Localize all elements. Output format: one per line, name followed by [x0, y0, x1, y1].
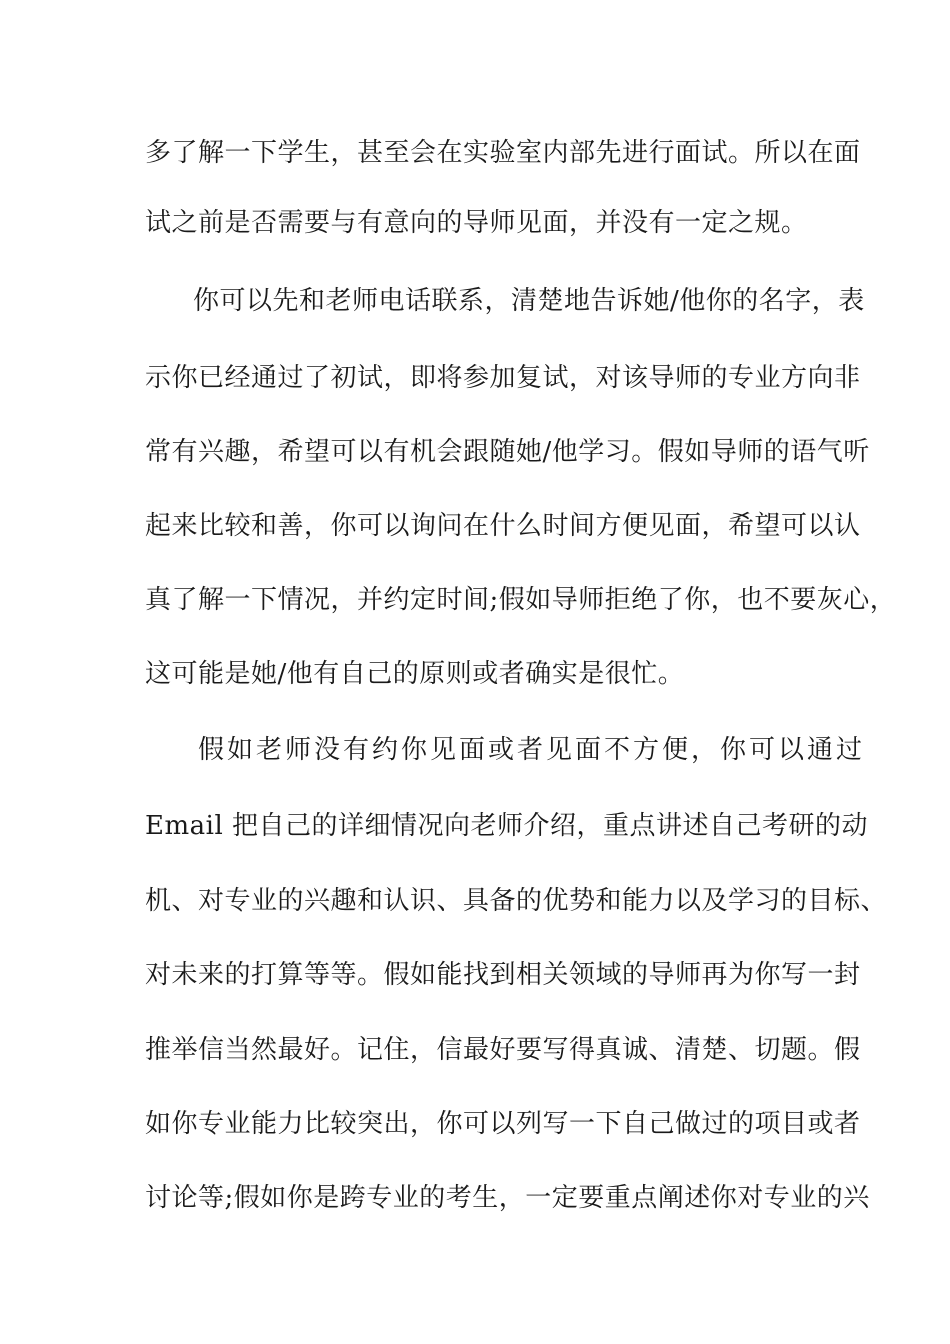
paragraph-line: 真了解一下情况，并约定时间;假如导师拒绝了你，也不要灰心， — [145, 585, 897, 615]
paragraph-line: 起来比较和善，你可以询问在什么时间方便见面，希望可以认 — [145, 511, 861, 541]
paragraph-line: 你可以先和老师电话联系，清楚地告诉她/他你的名字，表 — [193, 286, 865, 316]
paragraph-line: 多了解一下学生，甚至会在实验室内部先进行面试。所以在面 — [145, 138, 861, 168]
paragraph-line: 如你专业能力比较突出，你可以列写一下自己做过的项目或者 — [145, 1109, 861, 1139]
paragraph-line: Email 把自己的详细情况向老师介绍，重点讲述自己考研的动 — [145, 811, 869, 841]
paragraph-line: 这可能是她/他有自己的原则或者确实是很忙。 — [145, 659, 685, 689]
paragraph-line: 假如老师没有约你见面或者见面不方便，你可以通过 — [198, 735, 866, 765]
paragraph-line: 机、对专业的兴趣和认识、具备的优势和能力以及学习的目标、 — [145, 886, 888, 916]
paragraph-line: 示你已经通过了初试，即将参加复试，对该导师的专业方向非 — [145, 363, 861, 393]
paragraph-line: 讨论等;假如你是跨专业的考生，一定要重点阐述你对专业的兴 — [145, 1183, 870, 1213]
paragraph-line: 推举信当然最好。记住，信最好要写得真诚、清楚、切题。假 — [145, 1035, 861, 1065]
paragraph-line: 对未来的打算等等。假如能找到相关领域的导师再为你写一封 — [145, 960, 861, 990]
paragraph-line: 常有兴趣，希望可以有机会跟随她/他学习。假如导师的语气听 — [145, 437, 870, 467]
paragraph-line: 试之前是否需要与有意向的导师见面，并没有一定之规。 — [145, 208, 808, 238]
